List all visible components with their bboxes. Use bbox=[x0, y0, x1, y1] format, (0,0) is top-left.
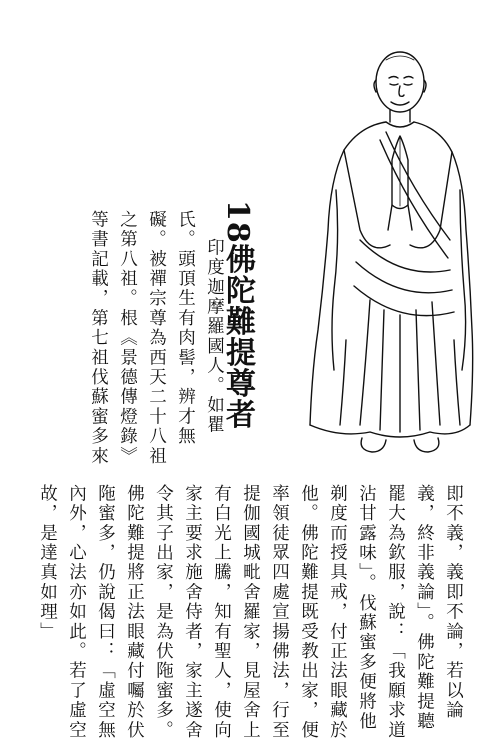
title-name: 佛陀難提尊者 bbox=[220, 243, 255, 430]
lower-text-column: 內外，心法亦如此。若了虛空 bbox=[66, 484, 87, 741]
upper-text-column: 之第八祖。根《景德傳燈錄》 bbox=[117, 210, 138, 467]
upper-text-column: 氏。頭頂生有肉髻，辨才無 bbox=[175, 210, 196, 447]
page-title bbox=[220, 200, 255, 430]
lower-text-column: 家主要求施舍侍者，家主遂舍 bbox=[182, 484, 203, 741]
lower-text-column: 沾甘露味」。伐蘇蜜多便將他 bbox=[356, 484, 377, 732]
right-foot bbox=[414, 438, 439, 452]
lower-text-column: 陁蜜多，仍說偈曰：「虛空無 bbox=[95, 484, 116, 741]
monk-illustration bbox=[300, 40, 480, 465]
monk-head bbox=[376, 52, 424, 112]
lower-text-column: 罷大為欽服，說：「我願求道 bbox=[385, 484, 406, 741]
lower-text-column: 他。佛陀難提既受教出家，便 bbox=[298, 484, 319, 741]
upper-text-column: 印度迦摩羅國人。如瞿 bbox=[204, 238, 225, 435]
upper-text-column: 等書記載，第七祖伐蘇蜜多來 bbox=[88, 210, 109, 467]
lower-text-column: 提伽國城毗舍羅家，見屋舍上 bbox=[240, 484, 261, 741]
left-foot bbox=[361, 438, 386, 452]
upper-text-column: 礙。被禪宗尊為西天二十八祖 bbox=[146, 210, 167, 467]
lower-text-column: 義，終非義論」。佛陀難提聽 bbox=[414, 484, 435, 732]
lower-text-column: 有白光上騰，知有聖人，使向 bbox=[211, 484, 232, 741]
lower-text-column: 令其子出家，是為伏陁蜜多。 bbox=[153, 484, 174, 741]
lower-text-column: 佛陀難提將正法眼藏付囑於伏 bbox=[124, 484, 145, 741]
title-number: 18 bbox=[220, 200, 255, 244]
robe-outline-right bbox=[414, 122, 473, 425]
lower-text-column: 率領徒眾四處宣揚佛法，行至 bbox=[269, 484, 290, 741]
lower-text-column: 故，是達真如理」 bbox=[37, 484, 58, 642]
lower-text-column: 即不義，義即不論，若以論 bbox=[443, 484, 464, 721]
lower-text-column: 剃度而授具戒，付正法眼藏於 bbox=[327, 484, 348, 741]
